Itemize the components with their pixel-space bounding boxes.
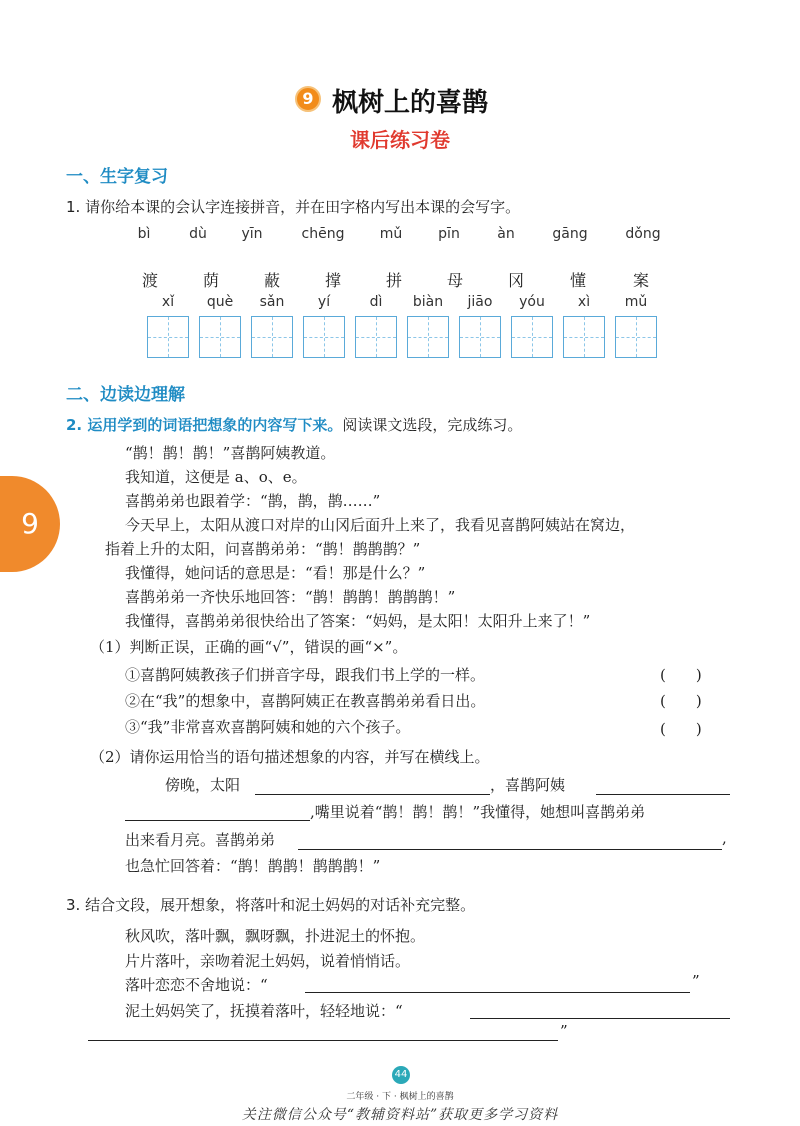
judge-item: ①喜鹊阿姨教孩子们拼音字母，跟我们书上学的一样。: [125, 666, 486, 684]
pinyin-top: yīn: [241, 226, 263, 242]
judge-item: ③“我”非常喜欢喜鹊阿姨和她的六个孩子。: [125, 718, 411, 736]
pinyin-bottom: xì: [577, 294, 591, 310]
fill-text: ,: [722, 829, 727, 847]
answer-line[interactable]: [298, 849, 722, 850]
answer-line[interactable]: [596, 794, 730, 795]
writing-grid-cell[interactable]: [251, 316, 293, 358]
character: 荫: [202, 271, 219, 290]
pinyin-bottom: xǐ: [161, 294, 175, 310]
question-1: 1. 请你给本课的会认字连接拼音，并在田字格内写出本课的会写字。: [66, 198, 521, 216]
sub-question-2: （2）请你运用恰当的语句描述想象的内容，并写在横线上。: [90, 748, 490, 766]
writing-grid-cell[interactable]: [147, 316, 189, 358]
pinyin-bottom: yóu: [519, 294, 545, 310]
footer-watermark: 关注微信公众号“教辅资料站”获取更多学习资料: [241, 1107, 559, 1123]
answer-line[interactable]: [125, 820, 310, 821]
sub-question-1: （1）判断正误，正确的画“√”，错误的画“×”。: [90, 638, 408, 656]
pinyin-bottom: mǔ: [624, 294, 648, 310]
character: 母: [446, 271, 463, 290]
pinyin-bottom: què: [206, 294, 234, 310]
passage-line: 指着上升的太阳，问喜鹊弟弟：“鹊！鹊鹊鹊？”: [105, 540, 421, 558]
question-2-instruction: 阅读课文选段，完成练习。: [342, 416, 523, 434]
section-heading-reading: 二、边读边理解: [66, 385, 185, 405]
answer-paren[interactable]: ( ): [660, 666, 702, 684]
pinyin-bottom: yí: [317, 294, 331, 310]
pinyin-top: bì: [137, 226, 151, 242]
writing-grid-cell[interactable]: [563, 316, 605, 358]
page-subtitle: 课后练习卷: [350, 128, 450, 152]
answer-line[interactable]: [305, 992, 690, 993]
character: 冈: [507, 271, 524, 290]
fill-text: ，喜鹊阿姨: [490, 776, 566, 794]
passage-line: “鹊！鹊！鹊！”喜鹊阿姨教道。: [125, 444, 336, 462]
answer-paren[interactable]: ( ): [660, 720, 702, 738]
poem-line: 片片落叶，亲吻着泥土妈妈，说着悄悄话。: [125, 952, 411, 970]
pinyin-top: àn: [497, 226, 515, 242]
close-quote: ”: [692, 972, 700, 990]
passage-line: 我懂得，喜鹊弟弟很快给出了答案：“妈妈，是太阳！太阳升上来了！”: [125, 612, 591, 630]
lesson-number-badge: 9: [295, 86, 321, 112]
passage-line: 今天早上，太阳从渡口对岸的山冈后面升上来了，我看见喜鹊阿姨站在窝边，: [125, 516, 636, 534]
writing-grid-cell[interactable]: [615, 316, 657, 358]
fill-text: 也急忙回答着：“鹊！鹊鹊！鹊鹊鹊！”: [125, 857, 381, 875]
character: 撑: [324, 271, 341, 290]
question-3: 3. 结合文段，展开想象，将落叶和泥土妈妈的对话补充完整。: [66, 896, 476, 914]
pinyin-bottom: jiāo: [467, 294, 493, 310]
leaf-says: 落叶恋恋不舍地说：“: [125, 976, 268, 994]
page-number: 44: [392, 1066, 410, 1084]
pinyin-top: dǒng: [625, 226, 661, 242]
fill-text: 傍晚，太阳: [165, 776, 241, 794]
question-2-highlight: 2. 运用学到的词语把想象的内容写下来。: [66, 416, 343, 434]
fill-text: ,嘴里说着“鹊！鹊！鹊！”我懂得，她想叫喜鹊弟弟: [310, 803, 646, 821]
writing-grid-cell[interactable]: [355, 316, 397, 358]
judge-item: ②在“我”的想象中，喜鹊阿姨正在教喜鹊弟弟看日出。: [125, 692, 486, 710]
writing-grid-cell[interactable]: [459, 316, 501, 358]
pinyin-top: pīn: [438, 226, 460, 242]
writing-grid-cell[interactable]: [199, 316, 241, 358]
pinyin-bottom: sǎn: [259, 294, 285, 310]
passage-line: 我懂得，她问话的意思是：“看！那是什么？”: [125, 564, 426, 582]
passage-line: 喜鹊弟弟一齐快乐地回答：“鹊！鹊鹊！鹊鹊鹊！”: [125, 588, 456, 606]
writing-grid-cell[interactable]: [407, 316, 449, 358]
close-quote: ”: [560, 1022, 568, 1040]
passage-line: 喜鹊弟弟也跟着学：“鹊，鹊，鹊……”: [125, 492, 381, 510]
pinyin-top: chēng: [301, 226, 345, 242]
character: 渡: [141, 271, 158, 290]
answer-line[interactable]: [88, 1040, 558, 1041]
character: 懂: [569, 271, 586, 290]
mother-says: 泥土妈妈笑了，抚摸着落叶，轻轻地说：“: [125, 1002, 403, 1020]
pinyin-top: dù: [189, 226, 207, 242]
poem-line: 秋风吹，落叶飘，飘呀飘，扑进泥土的怀抱。: [125, 927, 426, 945]
fill-text: 出来看月亮。喜鹊弟弟: [125, 831, 276, 849]
pinyin-top: mǔ: [379, 226, 403, 242]
chapter-side-tab: 9: [0, 476, 60, 572]
passage-line: 我知道，这便是 a、o、e。: [125, 468, 307, 486]
answer-line[interactable]: [470, 1018, 730, 1019]
pinyin-bottom: dì: [369, 294, 383, 310]
question-2: [66, 414, 522, 435]
section-heading-review: 一、生字复习: [66, 167, 168, 187]
footer-caption: 二年级 · 下 · 枫树上的喜鹊: [346, 1092, 454, 1102]
character: 案: [632, 271, 649, 290]
pinyin-top: gāng: [552, 226, 588, 242]
character: 拼: [385, 271, 402, 290]
writing-grid-cell[interactable]: [511, 316, 553, 358]
character: 蔽: [263, 271, 280, 290]
pinyin-bottom: biàn: [412, 294, 444, 310]
page-title: 枫树上的喜鹊: [332, 88, 489, 118]
answer-paren[interactable]: ( ): [660, 692, 702, 710]
writing-grid-cell[interactable]: [303, 316, 345, 358]
answer-line[interactable]: [255, 794, 490, 795]
